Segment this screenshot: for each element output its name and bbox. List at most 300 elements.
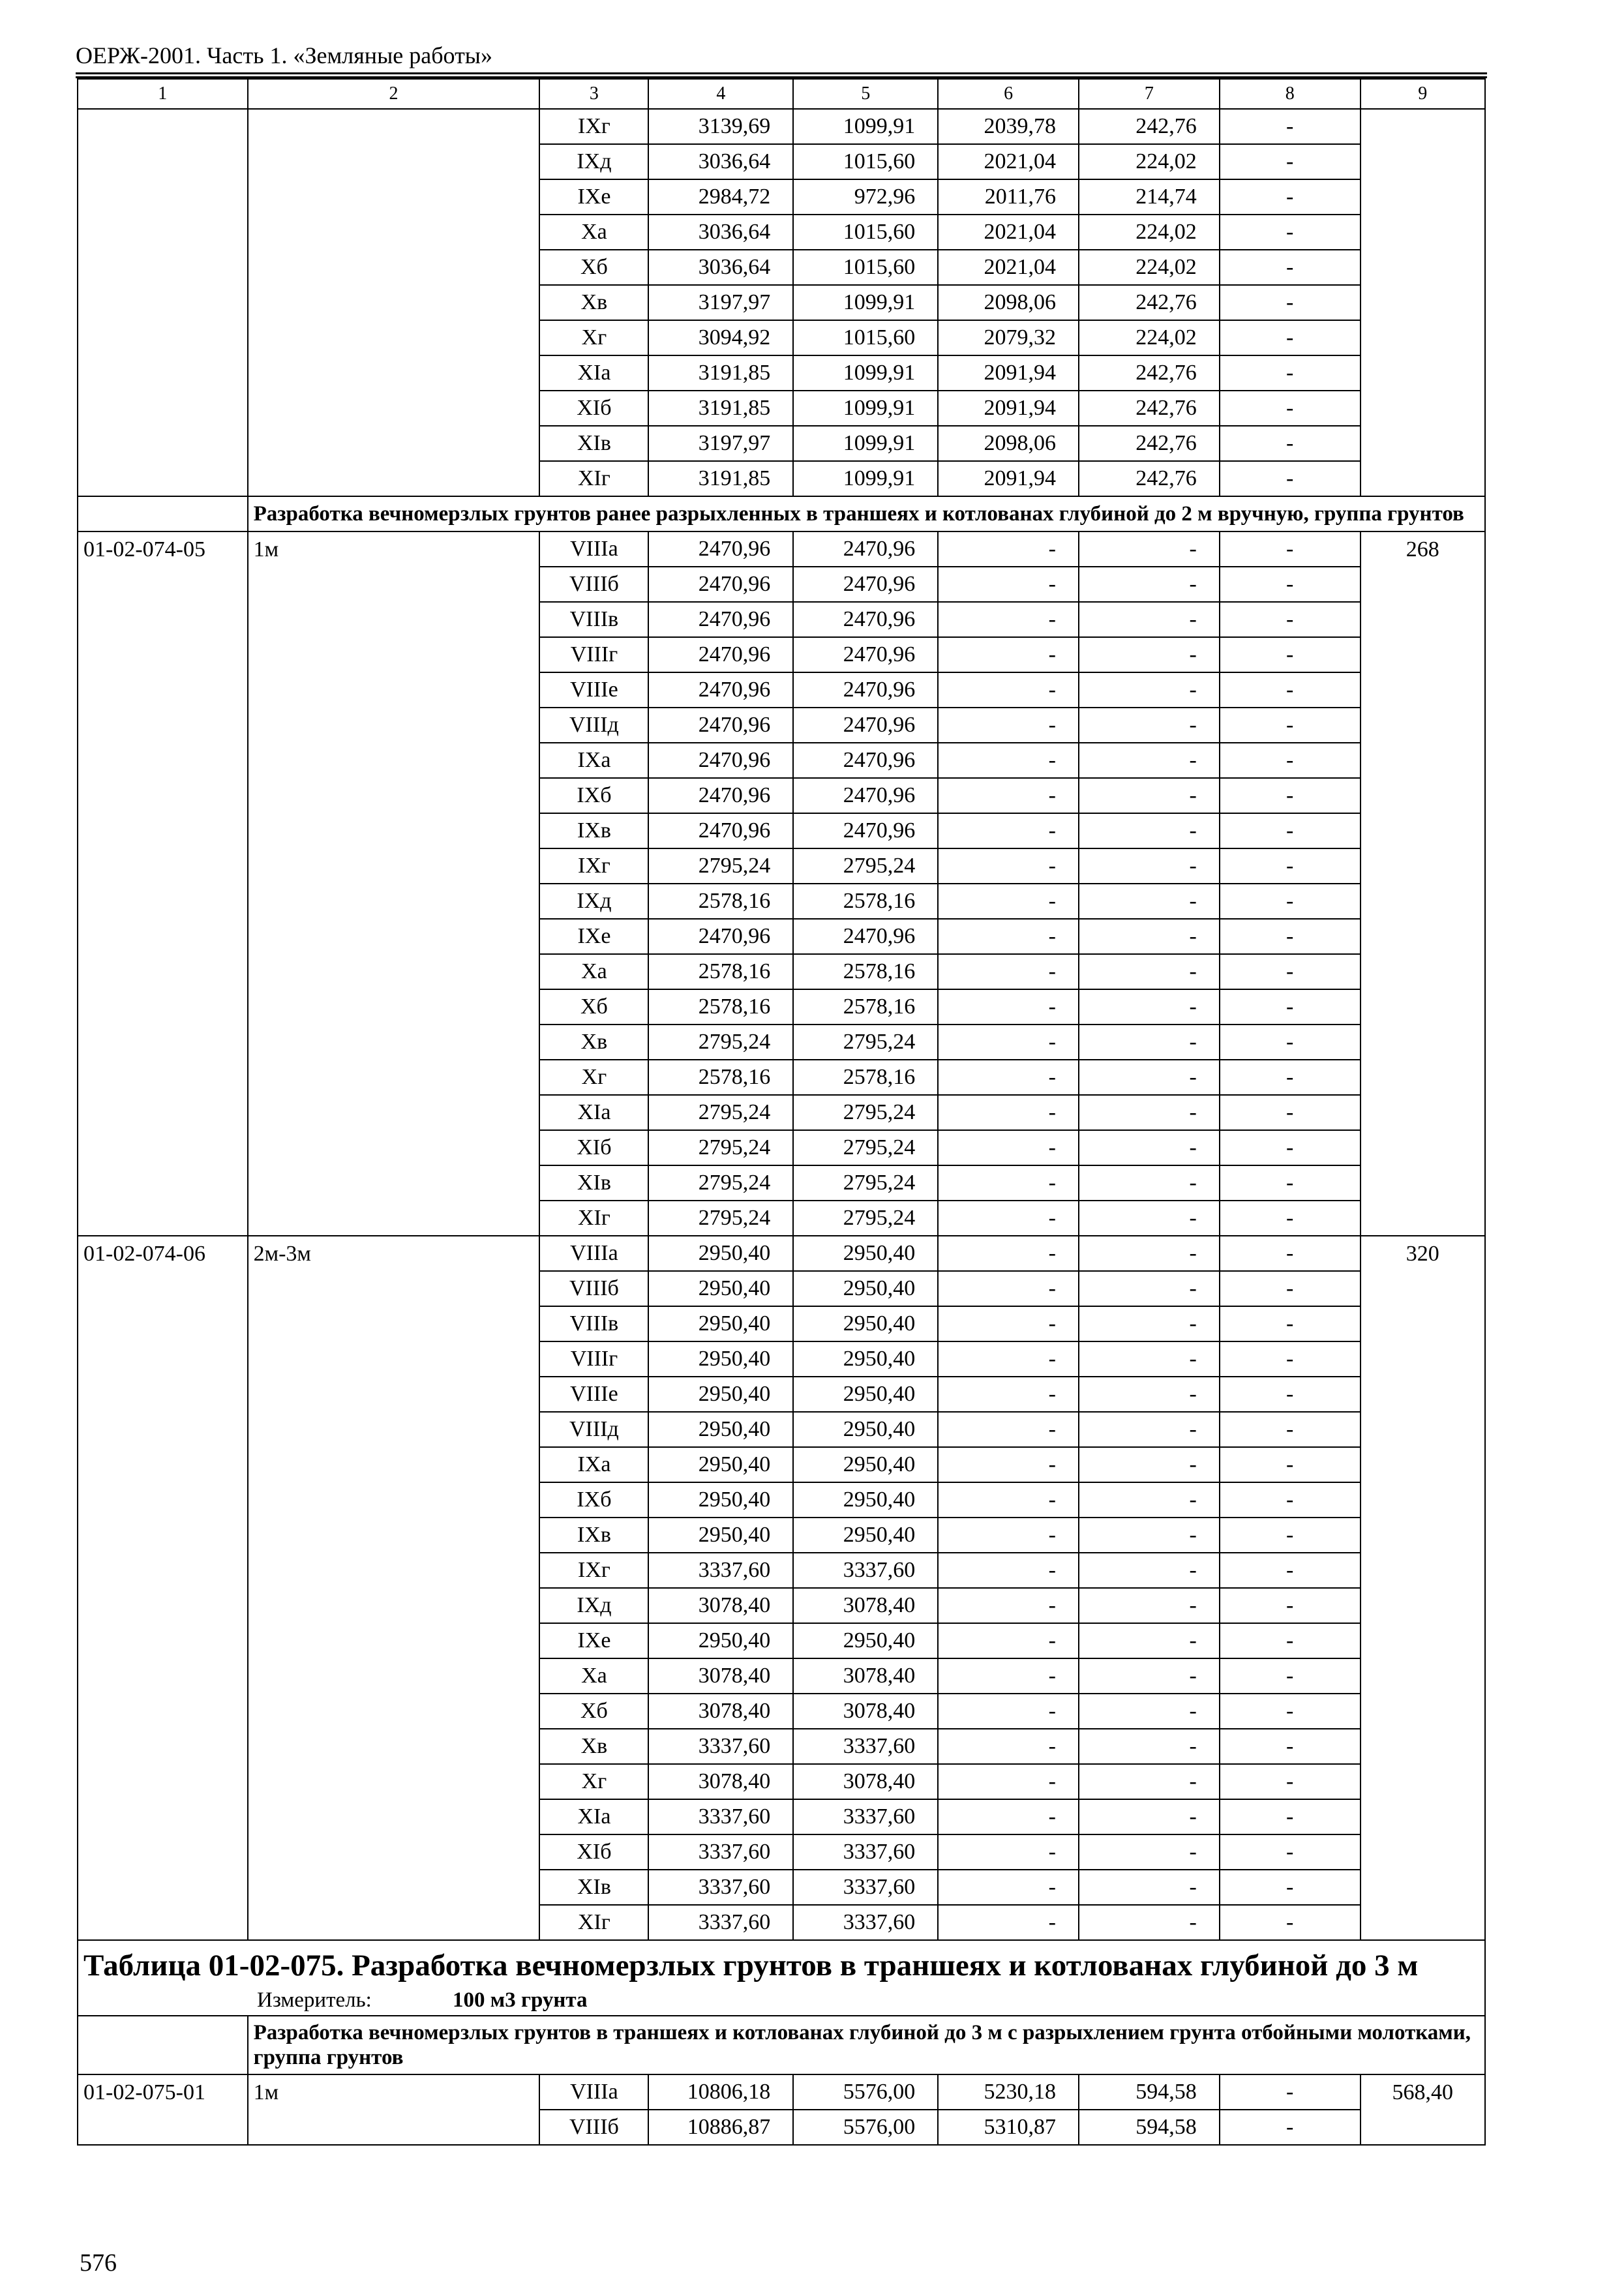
value-cell: - <box>1220 285 1361 320</box>
value-cell: - <box>938 1095 1079 1130</box>
value-cell: - <box>938 1130 1079 1165</box>
value-cell: 2795,24 <box>793 848 938 884</box>
soil-group-cell: XIа <box>539 1095 648 1130</box>
value-cell: 594,58 <box>1079 2110 1220 2145</box>
value-cell: 3078,40 <box>793 1588 938 1623</box>
value-cell: - <box>1079 1165 1220 1201</box>
value-cell: 3078,40 <box>793 1694 938 1729</box>
value-cell: 2039,78 <box>938 109 1079 144</box>
value-cell: - <box>1220 989 1361 1025</box>
value-cell: - <box>1079 1060 1220 1095</box>
value-cell: - <box>1220 1236 1361 1271</box>
soil-group-cell: IXе <box>539 179 648 215</box>
value-cell: 2795,24 <box>648 848 793 884</box>
value-cell: 2795,24 <box>648 1095 793 1130</box>
value-cell: 1099,91 <box>793 285 938 320</box>
value-cell: 3337,60 <box>648 1834 793 1870</box>
section-title-row <box>78 2016 1485 2074</box>
soil-group-cell: Xг <box>539 320 648 355</box>
value-cell: 5310,87 <box>938 2110 1079 2145</box>
value-cell: - <box>938 848 1079 884</box>
value-cell: - <box>938 1377 1079 1412</box>
soil-group-cell: VIIIе <box>539 1377 648 1412</box>
value-cell: - <box>938 1729 1079 1764</box>
value-cell: - <box>1220 2110 1361 2145</box>
meter-row <box>78 1985 1485 2016</box>
value-cell: - <box>1079 1482 1220 1518</box>
value-cell: 242,76 <box>1079 285 1220 320</box>
value-cell: - <box>938 743 1079 778</box>
value-cell: - <box>1220 1412 1361 1447</box>
value-cell: - <box>1079 743 1220 778</box>
value-cell: 2950,40 <box>793 1341 938 1377</box>
value-cell: 10886,87 <box>648 2110 793 2145</box>
value-cell: 3337,60 <box>793 1729 938 1764</box>
column-number: 5 <box>793 79 938 109</box>
value-cell: 2021,04 <box>938 144 1079 179</box>
soil-group-cell: XIг <box>539 1905 648 1940</box>
value-cell: - <box>1220 215 1361 250</box>
value-cell: - <box>1079 637 1220 672</box>
value-cell: 2950,40 <box>648 1236 793 1271</box>
value-cell: - <box>1220 1588 1361 1623</box>
value-cell: - <box>1220 1870 1361 1905</box>
soil-group-cell: Xб <box>539 989 648 1025</box>
value-cell: - <box>1220 531 1361 567</box>
value-cell: 224,02 <box>1079 320 1220 355</box>
value-cell: - <box>1079 1694 1220 1729</box>
value-cell: - <box>1079 919 1220 954</box>
soil-group-cell: IXд <box>539 144 648 179</box>
column-number-row <box>78 79 1485 109</box>
value-cell: 2950,40 <box>648 1306 793 1341</box>
value-cell: - <box>1220 919 1361 954</box>
value-cell: - <box>938 1658 1079 1694</box>
soil-group-cell: Xб <box>539 1694 648 1729</box>
value-cell: - <box>1079 1764 1220 1799</box>
value-cell: 2950,40 <box>648 1482 793 1518</box>
value-cell: 2470,96 <box>793 602 938 637</box>
value-cell: 3078,40 <box>648 1764 793 1799</box>
value-cell: 2470,96 <box>793 637 938 672</box>
value-cell: 1099,91 <box>793 391 938 426</box>
column-number: 3 <box>539 79 648 109</box>
value-cell: 2795,24 <box>648 1165 793 1201</box>
value-cell: - <box>1079 672 1220 708</box>
value-cell: 2470,96 <box>793 672 938 708</box>
value-cell: 3078,40 <box>793 1764 938 1799</box>
value-cell: - <box>938 1165 1079 1201</box>
value-cell: - <box>938 1870 1079 1905</box>
value-cell: 3337,60 <box>793 1870 938 1905</box>
value-cell: - <box>1079 1130 1220 1165</box>
value-cell: - <box>1079 1025 1220 1060</box>
soil-group-cell: IXб <box>539 778 648 813</box>
value-cell: - <box>1220 1518 1361 1553</box>
value-cell: 3197,97 <box>648 285 793 320</box>
value-cell: - <box>1079 1623 1220 1658</box>
value-cell: - <box>1079 954 1220 989</box>
value-cell: - <box>938 919 1079 954</box>
value-cell: - <box>938 1764 1079 1799</box>
soil-group-cell: VIIIд <box>539 1412 648 1447</box>
value-cell: - <box>1220 1095 1361 1130</box>
soil-group-cell: Xа <box>539 1658 648 1694</box>
soil-group-cell: XIв <box>539 1165 648 1201</box>
soil-group-cell: Xв <box>539 285 648 320</box>
column-number: 4 <box>648 79 793 109</box>
soil-group-cell: Xв <box>539 1025 648 1060</box>
value-cell: - <box>1220 602 1361 637</box>
value-cell: - <box>1220 1658 1361 1694</box>
value-cell: - <box>938 1834 1079 1870</box>
soil-group-cell: Xб <box>539 250 648 285</box>
value-cell: 3337,60 <box>793 1905 938 1940</box>
value-cell: 5230,18 <box>938 2074 1079 2110</box>
value-cell: 2578,16 <box>648 954 793 989</box>
soil-group-cell: VIIIв <box>539 1306 648 1341</box>
soil-group-cell: IXд <box>539 1588 648 1623</box>
value-cell: 1015,60 <box>793 144 938 179</box>
value-cell: 3191,85 <box>648 461 793 496</box>
value-cell: - <box>1220 1729 1361 1764</box>
value-cell: - <box>1220 320 1361 355</box>
value-cell: - <box>938 1588 1079 1623</box>
value-cell: - <box>1220 884 1361 919</box>
value-cell: 2795,24 <box>648 1201 793 1236</box>
soil-group-cell: VIIIе <box>539 672 648 708</box>
column-number: 8 <box>1220 79 1361 109</box>
value-cell: 3337,60 <box>648 1729 793 1764</box>
value-cell: 3337,60 <box>648 1870 793 1905</box>
value-cell: - <box>1079 989 1220 1025</box>
code-cell: 01-02-074-06 <box>78 1236 248 1940</box>
value-cell: - <box>1220 144 1361 179</box>
value-cell: - <box>1220 567 1361 602</box>
value-cell: - <box>1079 1588 1220 1623</box>
value-cell: - <box>938 672 1079 708</box>
soil-group-cell: VIIIг <box>539 637 648 672</box>
value-cell: - <box>1079 778 1220 813</box>
table-title-row <box>78 1940 1485 1985</box>
column-number: 7 <box>1079 79 1220 109</box>
soil-group-cell: VIIIв <box>539 602 648 637</box>
value-cell: 2984,72 <box>648 179 793 215</box>
value-cell: 2795,24 <box>793 1095 938 1130</box>
value-cell: 2021,04 <box>938 250 1079 285</box>
value-cell: - <box>1220 672 1361 708</box>
value-cell: - <box>938 954 1079 989</box>
section-title-spacer <box>78 2016 248 2074</box>
value-cell: - <box>1220 1447 1361 1482</box>
value-cell: - <box>938 778 1079 813</box>
soil-group-cell: VIIIб <box>539 567 648 602</box>
value-cell: - <box>1079 1905 1220 1940</box>
section-title: Разработка вечномерзлых грунтов в траншеях и котлованах глубиной до 3 м с разрыхлением грунта отбойными молотками, группа грунтов <box>248 2016 1485 2074</box>
value-cell: 2795,24 <box>648 1025 793 1060</box>
value-cell: 2795,24 <box>648 1130 793 1165</box>
value-cell: 2470,96 <box>793 919 938 954</box>
value-cell: - <box>1079 1834 1220 1870</box>
value-cell: - <box>1220 2074 1361 2110</box>
soil-group-cell: IXе <box>539 919 648 954</box>
soil-group-cell: Xа <box>539 215 648 250</box>
soil-group-cell: Xв <box>539 1729 648 1764</box>
soil-group-cell: XIа <box>539 1799 648 1834</box>
value-cell: - <box>1220 954 1361 989</box>
meter-cell <box>78 1985 1485 2016</box>
value-cell: 3036,64 <box>648 144 793 179</box>
value-cell: 2470,96 <box>648 637 793 672</box>
value-cell: - <box>1220 355 1361 391</box>
value-cell: - <box>1220 1025 1361 1060</box>
soil-group-cell: IXг <box>539 109 648 144</box>
value-cell: - <box>1079 567 1220 602</box>
value-cell: 242,76 <box>1079 461 1220 496</box>
meter-label: Измеритель: <box>257 1988 372 2012</box>
value-cell: - <box>1220 426 1361 461</box>
value-cell: - <box>938 567 1079 602</box>
value-cell: - <box>938 989 1079 1025</box>
value-cell: - <box>1220 109 1361 144</box>
value-cell: - <box>1220 1905 1361 1940</box>
value-cell: 2950,40 <box>648 1341 793 1377</box>
table-row <box>78 1236 1485 1271</box>
soil-group-cell: IXд <box>539 884 648 919</box>
value-cell: 2950,40 <box>793 1236 938 1271</box>
value-cell: - <box>1220 1341 1361 1377</box>
param-cell: 2м-3м <box>248 1236 540 1940</box>
value-cell: - <box>1079 813 1220 848</box>
value-cell: 242,76 <box>1079 391 1220 426</box>
value-cell: 2470,96 <box>648 672 793 708</box>
value-cell: - <box>1220 813 1361 848</box>
value-cell: 5576,00 <box>793 2074 938 2110</box>
section-title-row <box>78 496 1485 531</box>
value-cell: 2470,96 <box>793 743 938 778</box>
value-cell: 3337,60 <box>648 1553 793 1588</box>
value-cell: 3078,40 <box>793 1658 938 1694</box>
value-cell: - <box>938 1694 1079 1729</box>
value-cell: 3036,64 <box>648 250 793 285</box>
value-cell: 3078,40 <box>648 1658 793 1694</box>
value-cell: 3078,40 <box>648 1588 793 1623</box>
value-cell: 2470,96 <box>648 919 793 954</box>
value-cell: 224,02 <box>1079 144 1220 179</box>
value-cell: - <box>1220 1201 1361 1236</box>
value-cell: 3094,92 <box>648 320 793 355</box>
soil-group-cell: VIIIа <box>539 2074 648 2110</box>
value-cell: - <box>1220 1271 1361 1306</box>
value-cell: 2950,40 <box>648 1447 793 1482</box>
soil-group-cell: XIб <box>539 1834 648 1870</box>
soil-group-cell: XIг <box>539 461 648 496</box>
value-cell: 2578,16 <box>648 884 793 919</box>
value-cell: - <box>1220 1165 1361 1201</box>
value-cell: 2795,24 <box>793 1025 938 1060</box>
value-cell: 1015,60 <box>793 215 938 250</box>
soil-group-cell: IXв <box>539 813 648 848</box>
value-cell: 10806,18 <box>648 2074 793 2110</box>
value-cell: - <box>938 1060 1079 1095</box>
soil-group-cell: VIIIа <box>539 531 648 567</box>
value-cell: - <box>1220 1553 1361 1588</box>
value-cell: - <box>938 813 1079 848</box>
soil-group-cell: IXб <box>539 1482 648 1518</box>
value-cell: - <box>1220 391 1361 426</box>
soil-group-cell: IXа <box>539 743 648 778</box>
soil-group-cell: IXа <box>539 1447 648 1482</box>
norm-cell: 268 <box>1361 531 1485 1236</box>
table-row <box>78 531 1485 567</box>
value-cell: 2950,40 <box>793 1412 938 1447</box>
value-cell: - <box>938 1341 1079 1377</box>
column-number: 1 <box>78 79 248 109</box>
soil-group-cell: XIб <box>539 391 648 426</box>
value-cell: 2950,40 <box>648 1377 793 1412</box>
value-cell: 2470,96 <box>648 602 793 637</box>
value-cell: 2795,24 <box>793 1165 938 1201</box>
value-cell: - <box>1220 179 1361 215</box>
value-cell: - <box>1079 1729 1220 1764</box>
table-row <box>78 109 1485 144</box>
value-cell: 2950,40 <box>793 1623 938 1658</box>
value-cell: 2021,04 <box>938 215 1079 250</box>
value-cell: 2950,40 <box>648 1518 793 1553</box>
column-number: 2 <box>248 79 540 109</box>
value-cell: 594,58 <box>1079 2074 1220 2110</box>
value-cell: 2578,16 <box>793 1060 938 1095</box>
value-cell: 2950,40 <box>648 1623 793 1658</box>
soil-group-cell: VIIIа <box>539 1236 648 1271</box>
value-cell: - <box>1079 1518 1220 1553</box>
value-cell: 2950,40 <box>793 1377 938 1412</box>
value-cell: 1099,91 <box>793 355 938 391</box>
value-cell: 2470,96 <box>793 708 938 743</box>
value-cell: 2079,32 <box>938 320 1079 355</box>
value-cell: - <box>938 1623 1079 1658</box>
value-cell: - <box>1079 602 1220 637</box>
soil-group-cell: VIIIг <box>539 1341 648 1377</box>
value-cell: 3337,60 <box>793 1553 938 1588</box>
value-cell: - <box>1220 1377 1361 1412</box>
value-cell: 3036,64 <box>648 215 793 250</box>
page-number: 576 <box>80 2249 117 2277</box>
value-cell: 3197,97 <box>648 426 793 461</box>
value-cell: 3337,60 <box>793 1834 938 1870</box>
header-rule-top <box>76 72 1487 74</box>
value-cell: - <box>938 1271 1079 1306</box>
value-cell: 1015,60 <box>793 320 938 355</box>
soil-group-cell: VIIIб <box>539 1271 648 1306</box>
estimate-table <box>77 78 1486 2146</box>
value-cell: 2578,16 <box>793 954 938 989</box>
section-title: Разработка вечномерзлых грунтов ранее разрыхленных в траншеях и котлованах глубиной до 2 м вручную, группа грунтов <box>248 496 1485 531</box>
value-cell: - <box>938 708 1079 743</box>
value-cell: - <box>1079 1095 1220 1130</box>
value-cell: - <box>938 1201 1079 1236</box>
soil-group-cell: VIIIд <box>539 708 648 743</box>
value-cell: 2470,96 <box>648 743 793 778</box>
value-cell: - <box>1079 1201 1220 1236</box>
value-cell: 2578,16 <box>793 989 938 1025</box>
value-cell: 2091,94 <box>938 391 1079 426</box>
value-cell: 2950,40 <box>793 1271 938 1306</box>
code-cell: 01-02-074-05 <box>78 531 248 1236</box>
value-cell: - <box>938 637 1079 672</box>
soil-group-cell: IXе <box>539 1623 648 1658</box>
meter-value: 100 м3 грунта <box>453 1988 588 2012</box>
value-cell: - <box>1079 884 1220 919</box>
value-cell: 2950,40 <box>793 1518 938 1553</box>
value-cell: - <box>938 1025 1079 1060</box>
param-cell <box>248 109 540 496</box>
value-cell: - <box>938 1236 1079 1271</box>
value-cell: - <box>1220 1060 1361 1095</box>
value-cell: - <box>1079 708 1220 743</box>
column-number: 6 <box>938 79 1079 109</box>
value-cell: - <box>1220 1834 1361 1870</box>
code-cell: 01-02-075-01 <box>78 2074 248 2145</box>
value-cell: 2950,40 <box>793 1482 938 1518</box>
soil-group-cell: XIб <box>539 1130 648 1165</box>
value-cell: - <box>1220 1623 1361 1658</box>
soil-group-cell: Xа <box>539 954 648 989</box>
value-cell: - <box>1220 1306 1361 1341</box>
value-cell: 214,74 <box>1079 179 1220 215</box>
value-cell: - <box>1079 1306 1220 1341</box>
soil-group-cell: XIа <box>539 355 648 391</box>
value-cell: - <box>938 531 1079 567</box>
value-cell: 1099,91 <box>793 461 938 496</box>
value-cell: - <box>1220 708 1361 743</box>
norm-cell: 568,40 <box>1361 2074 1485 2145</box>
value-cell: 1099,91 <box>793 426 938 461</box>
value-cell: 2470,96 <box>648 813 793 848</box>
value-cell: - <box>1079 1412 1220 1447</box>
value-cell: - <box>938 1905 1079 1940</box>
value-cell: 2578,16 <box>648 1060 793 1095</box>
value-cell: 224,02 <box>1079 215 1220 250</box>
value-cell: - <box>1079 1341 1220 1377</box>
value-cell: 3139,69 <box>648 109 793 144</box>
section-title-spacer <box>78 496 248 531</box>
soil-group-cell: VIIIб <box>539 2110 648 2145</box>
value-cell: 2098,06 <box>938 426 1079 461</box>
value-cell: - <box>1220 1694 1361 1729</box>
norm-cell: 320 <box>1361 1236 1485 1940</box>
value-cell: 3191,85 <box>648 355 793 391</box>
table-title: Таблица 01-02-075. Разработка вечномерзлых грунтов в траншеях и котлованах глубиной до 3 м <box>78 1940 1485 1985</box>
param-cell: 1м <box>248 2074 540 2145</box>
column-number: 9 <box>1361 79 1485 109</box>
soil-group-cell: XIг <box>539 1201 648 1236</box>
value-cell: - <box>1079 1870 1220 1905</box>
value-cell: 2470,96 <box>648 531 793 567</box>
value-cell: 2091,94 <box>938 461 1079 496</box>
value-cell: - <box>1220 743 1361 778</box>
value-cell: - <box>938 884 1079 919</box>
value-cell: - <box>1079 1799 1220 1834</box>
value-cell: 224,02 <box>1079 250 1220 285</box>
value-cell: - <box>1079 1377 1220 1412</box>
value-cell: 2470,96 <box>793 531 938 567</box>
value-cell: 2470,96 <box>648 708 793 743</box>
value-cell: 2470,96 <box>648 778 793 813</box>
value-cell: 3078,40 <box>648 1694 793 1729</box>
page-header: ОЕРЖ-2001. Часть 1. «Земляные работы» <box>76 42 492 68</box>
norm-cell <box>1361 109 1485 496</box>
